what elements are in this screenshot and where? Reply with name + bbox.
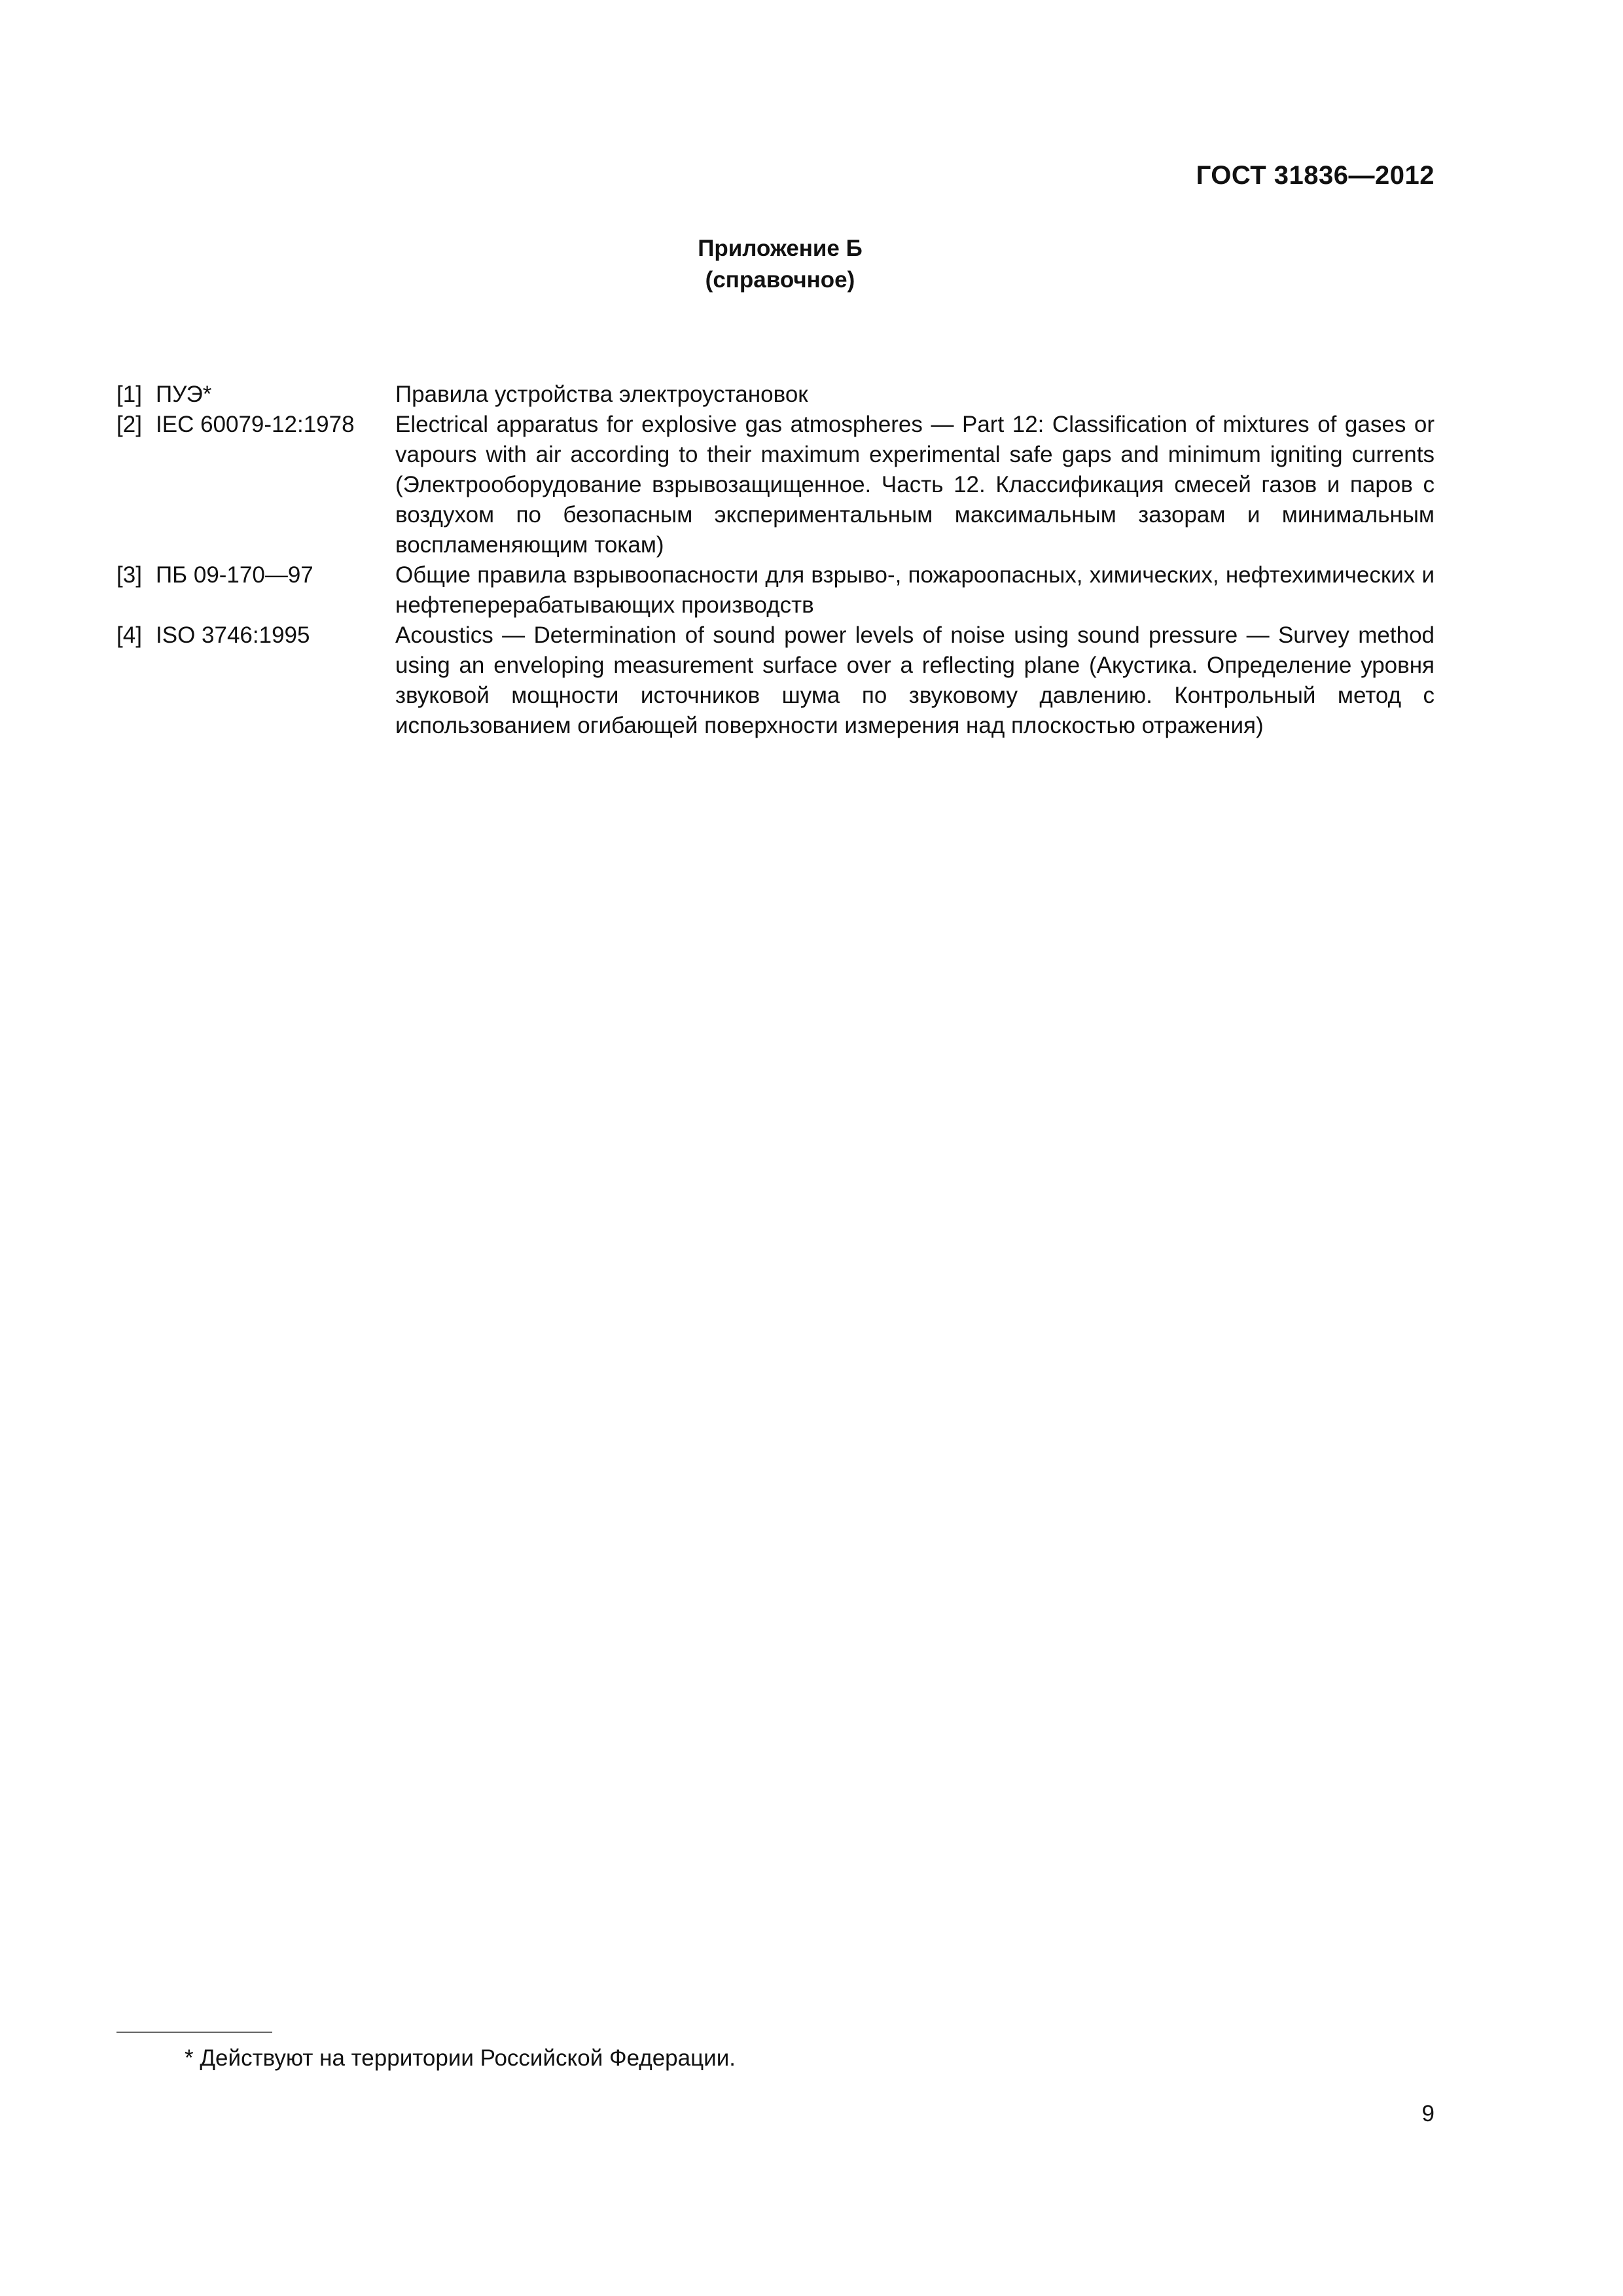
document-code: ГОСТ 31836—2012 [1196,161,1435,190]
appendix-title: Приложение Б [698,236,863,261]
reference-number: [2] [116,412,142,437]
bibliography-list [116,380,1435,741]
appendix-heading [0,233,1560,296]
reference-code: ПБ 09-170—97 [156,562,313,588]
reference-number: [3] [116,562,142,588]
reference-number: [4] [116,622,142,648]
bibliography-item [116,620,1435,741]
reference-title: Общие правила взрывоопасности для взрыво-, пожароопасных, химических, нефтехимических и нефтеперерабатывающих производств [395,562,1435,618]
page-number: 9 [1421,2101,1435,2126]
appendix-subtitle: (справочное) [705,267,855,293]
reference-title: Electrical apparatus for explosive gas atmospheres — Part 12: Classification of mixtures of gases or vapours with air according to their maximum experimental safe gaps and minimum igniting currents (Электрооборудование взрывозащищенное. Часть 12. Классификация смесей газов и паров с воздухом по безопасным экспериментальным максимальным зазорам и минимальным воспламеняющим токам) [395,412,1435,558]
footnote-divider [116,2032,272,2033]
reference-number: [1] [116,382,142,407]
reference-code: ПУЭ* [156,382,212,407]
reference-title: Acoustics — Determination of sound power levels of noise using sound pressure — Survey method using an enveloping measurement surface over a reflecting plane (Акустика. Определение уровня звуковой мощности источников шума по звуковому давлению. Контрольный метод с использованием огибающей поверхности измерения над плоскостью отражения) [395,622,1435,738]
bibliography-item [116,380,1435,410]
reference-title: Правила устройства электроустановок [395,382,808,407]
footnote: * Действуют на территории Российской Федерации. [185,2045,736,2071]
reference-code: IEC 60079-12:1978 [156,412,355,437]
bibliography-item [116,410,1435,560]
bibliography-item [116,560,1435,620]
reference-code: ISO 3746:1995 [156,622,310,648]
